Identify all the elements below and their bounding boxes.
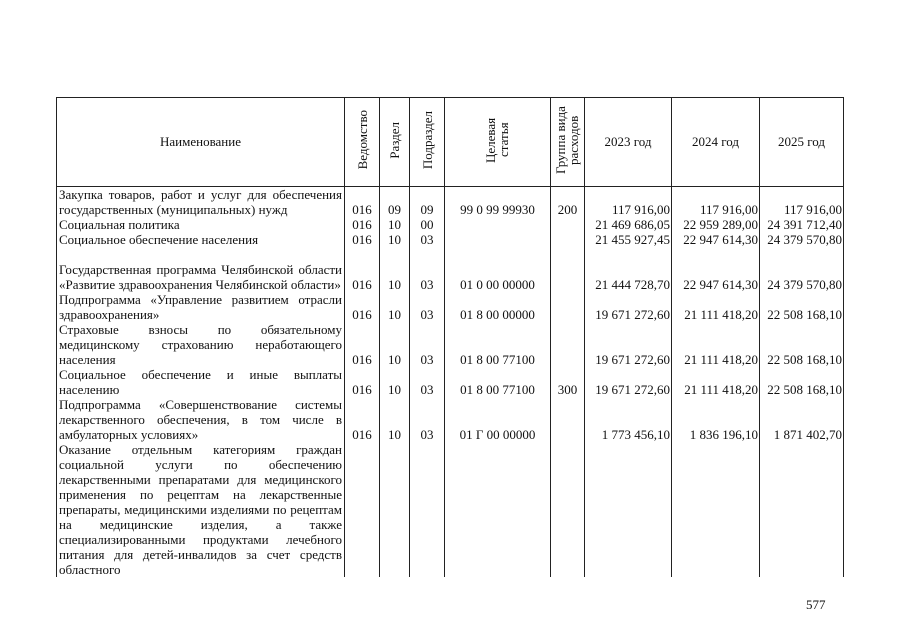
row-2023: 19 671 272,60 (585, 367, 672, 397)
row-name: Подпрограмма «Совершенствование системы лекарственного обеспечения, в том числе в амбулаторных условиях» (57, 397, 345, 442)
row-2025: 24 379 570,80 (760, 247, 844, 292)
row-gruppa (551, 247, 585, 292)
row-2025: 24 391 712,40 (760, 217, 844, 232)
row-celevaya-statya (445, 217, 551, 232)
budget-table-container (56, 97, 843, 584)
header-name: Наименование (57, 98, 345, 187)
row-celevaya-statya: 01 8 00 77100 (445, 367, 551, 397)
row-vedomstvo: 016 (345, 232, 380, 247)
row-vedomstvo: 016 (345, 322, 380, 367)
header-podrazdel: Подраздел (410, 98, 445, 187)
table-row (57, 367, 844, 397)
row-celevaya-statya: 01 Г 00 00000 (445, 397, 551, 442)
header-gruppa-vida-rashodov: Группа вида расходов (551, 98, 585, 187)
row-razdel: 10 (380, 367, 410, 397)
table-row (57, 217, 844, 232)
row-2024: 22 947 614,30 (672, 247, 760, 292)
row-vedomstvo: 016 (345, 367, 380, 397)
row-gruppa (551, 442, 585, 577)
row-celevaya-statya (445, 232, 551, 247)
table-row (57, 292, 844, 322)
row-2023: 19 671 272,60 (585, 322, 672, 367)
row-name: Оказание отдельным категориям граждан социальной услуги по обеспечению лекарственными препаратами для медицинского применения по рецептам на лекарственные препараты, медицинскими изделиями по рецептам на медицинские изделия, а также специализированными продуктами лечебного питания для детей-инвалидов за счет средств областного (57, 442, 345, 577)
row-2023: 117 916,00 (585, 187, 672, 218)
row-name: Социальное обеспечение населения (57, 232, 345, 247)
row-vedomstvo: 016 (345, 217, 380, 232)
row-2025: 24 379 570,80 (760, 232, 844, 247)
row-2023: 19 671 272,60 (585, 292, 672, 322)
row-2023: 21 444 728,70 (585, 247, 672, 292)
row-gruppa: 200 (551, 187, 585, 218)
row-2025: 22 508 168,10 (760, 367, 844, 397)
row-2024: 22 947 614,30 (672, 232, 760, 247)
row-celevaya-statya: 01 8 00 00000 (445, 292, 551, 322)
row-celevaya-statya: 01 8 00 77100 (445, 322, 551, 367)
row-gruppa (551, 292, 585, 322)
row-2023: 21 469 686,05 (585, 217, 672, 232)
row-razdel: 09 (380, 187, 410, 218)
row-podrazdel (410, 442, 445, 577)
row-2024: 117 916,00 (672, 187, 760, 218)
row-podrazdel: 03 (410, 232, 445, 247)
row-podrazdel: 00 (410, 217, 445, 232)
row-2025: 22 508 168,10 (760, 322, 844, 367)
header-celevaya-statya: Целевая статья (445, 98, 551, 187)
row-razdel: 10 (380, 397, 410, 442)
row-2024: 21 111 418,20 (672, 322, 760, 367)
row-celevaya-statya (445, 442, 551, 577)
row-vedomstvo: 016 (345, 397, 380, 442)
row-razdel (380, 442, 410, 577)
row-2023 (585, 442, 672, 577)
row-2023: 1 773 456,10 (585, 397, 672, 442)
row-podrazdel: 03 (410, 367, 445, 397)
row-podrazdel: 09 (410, 187, 445, 218)
row-name: Страховые взносы по обязательному медицинскому страхованию неработающего населения (57, 322, 345, 367)
row-2025: 117 916,00 (760, 187, 844, 218)
row-2024: 1 836 196,10 (672, 397, 760, 442)
table-header-row (57, 98, 844, 187)
row-podrazdel: 03 (410, 247, 445, 292)
row-gruppa (551, 217, 585, 232)
row-gruppa (551, 397, 585, 442)
row-celevaya-statya: 99 0 99 99930 (445, 187, 551, 218)
page-number: 577 (806, 597, 826, 612)
row-2024 (672, 442, 760, 577)
row-name: Государственная программа Челябинской области «Развитие здравоохранения Челябинской области» (57, 247, 345, 292)
row-2025 (760, 442, 844, 577)
table-row (57, 322, 844, 367)
header-2025: 2025 год (760, 98, 844, 187)
row-razdel: 10 (380, 247, 410, 292)
row-2024: 21 111 418,20 (672, 292, 760, 322)
row-name: Социальная политика (57, 217, 345, 232)
row-2025: 1 871 402,70 (760, 397, 844, 442)
header-2024: 2024 год (672, 98, 760, 187)
row-2023: 21 455 927,45 (585, 232, 672, 247)
header-vedomstvo: Ведомство (345, 98, 380, 187)
header-2023: 2023 год (585, 98, 672, 187)
row-2024: 22 959 289,00 (672, 217, 760, 232)
row-gruppa (551, 232, 585, 247)
row-vedomstvo: 016 (345, 247, 380, 292)
table-row (57, 442, 844, 577)
row-vedomstvo (345, 442, 380, 577)
row-2024: 21 111 418,20 (672, 367, 760, 397)
row-gruppa (551, 322, 585, 367)
row-name: Подпрограмма «Управление развитием отрасли здравоохранения» (57, 292, 345, 322)
header-razdel: Раздел (380, 98, 410, 187)
table-row (57, 397, 844, 442)
row-razdel: 10 (380, 232, 410, 247)
row-vedomstvo: 016 (345, 292, 380, 322)
budget-table (56, 97, 844, 577)
table-row (57, 232, 844, 247)
row-razdel: 10 (380, 217, 410, 232)
row-podrazdel: 03 (410, 292, 445, 322)
row-celevaya-statya: 01 0 00 00000 (445, 247, 551, 292)
row-name: Закупка товаров, работ и услуг для обеспечения государственных (муниципальных) нужд (57, 187, 345, 218)
row-gruppa: 300 (551, 367, 585, 397)
row-name: Социальное обеспечение и иные выплаты населению (57, 367, 345, 397)
row-2025: 22 508 168,10 (760, 292, 844, 322)
row-podrazdel: 03 (410, 397, 445, 442)
table-row (57, 187, 844, 218)
row-razdel: 10 (380, 292, 410, 322)
table-body (57, 187, 844, 578)
row-vedomstvo: 016 (345, 187, 380, 218)
table-row (57, 247, 844, 292)
row-razdel: 10 (380, 322, 410, 367)
row-podrazdel: 03 (410, 322, 445, 367)
